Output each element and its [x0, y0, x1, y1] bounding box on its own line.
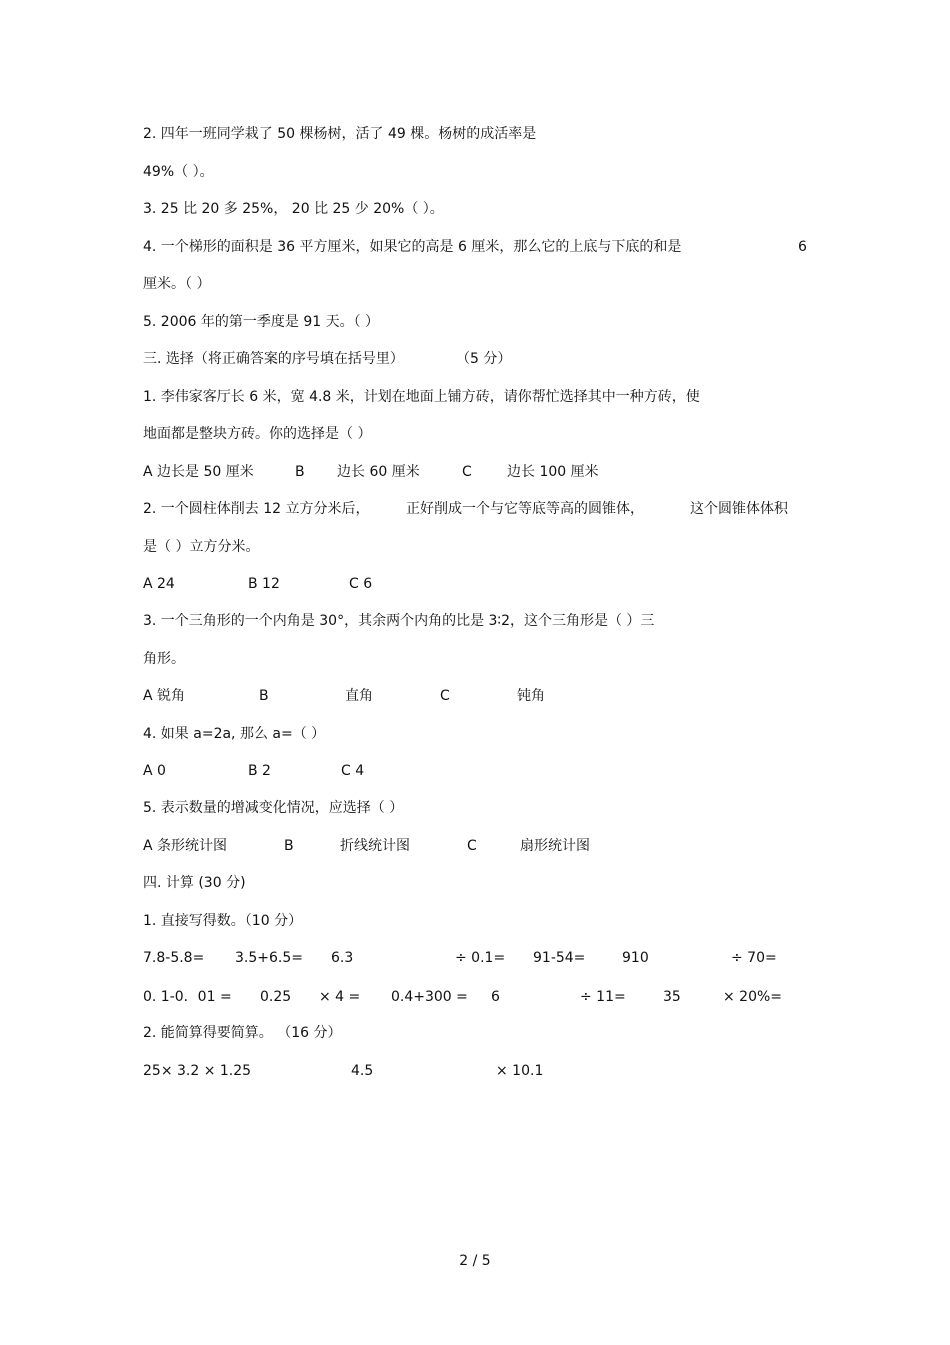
option-a: A 条形统计图	[143, 838, 228, 854]
option-c: C 4	[341, 763, 365, 779]
calc-item: 0. 1-0．01 =	[143, 989, 232, 1005]
option-c: C 6	[349, 576, 373, 592]
calc-item: 6	[491, 989, 500, 1005]
calc-item: × 4 =	[319, 989, 361, 1005]
calc-item: ÷ 11=	[580, 989, 626, 1005]
option-a: A 0	[143, 763, 166, 779]
option-c-letter: C	[440, 688, 450, 704]
subsection-title: 1. 直接写得数。（10 分）	[143, 913, 303, 929]
choice-q3-cont	[0, 648, 950, 670]
option-b: B 2	[248, 763, 271, 779]
judge-q5	[0, 311, 950, 333]
calc-item: ÷ 0.1=	[455, 950, 506, 966]
choice-q1-text: 1. 李伟家客厅长 6 米，宽 4.8 米，计划在地面上铺方砖，请你帮忙选择其中一种方砖，使	[143, 389, 700, 405]
choice-q5-options	[0, 835, 950, 857]
option-b: B 12	[248, 576, 280, 592]
judge-q3-text: 3. 25 比 20 多 25%， 20 比 25 少 20%（ ）。	[143, 201, 444, 217]
calc-item: 35	[663, 989, 681, 1005]
calc-row-2	[0, 986, 950, 1008]
choice-q4-options	[0, 760, 950, 782]
calc-row-1	[0, 947, 950, 969]
choice-q2-text-part2: 正好削成一个与它等底等高的圆锥体，	[406, 501, 644, 517]
choice-q2-cont	[0, 536, 950, 558]
option-b: 边长 60 厘米	[337, 464, 420, 480]
calc-item: × 20%=	[723, 989, 783, 1005]
choice-q1	[0, 386, 950, 408]
choice-q2	[0, 498, 950, 520]
choice-q3-options	[0, 685, 950, 707]
choice-q3-text: 3. 一个三角形的一个内角是 30°，其余两个内角的比是 3∶2，这个三角形是（ ）三	[143, 613, 655, 629]
judge-q2-cont	[0, 161, 950, 183]
option-a: A 边长是 50 厘米	[143, 464, 254, 480]
option-a: A 锐角	[143, 688, 186, 704]
option-b-letter: B	[295, 464, 305, 480]
calc-s1-title	[0, 910, 950, 932]
choice-q3-text-cont: 角形。	[143, 651, 185, 667]
judge-q2-answer-blank: 49%（ ）。	[143, 164, 214, 180]
option-b-letter: B	[259, 688, 269, 704]
calc-item: 7.8-5.8=	[143, 950, 205, 966]
judge-q3	[0, 198, 950, 220]
subsection-title: 2. 能简算得要简算。 （16 分）	[143, 1025, 342, 1041]
option-c-letter: C	[462, 464, 472, 480]
option-b: 折线统计图	[340, 838, 410, 854]
option-c: 钝角	[517, 688, 545, 704]
option-c: 扇形统计图	[520, 838, 590, 854]
judge-q4-text: 4. 一个梯形的面积是 36 平方厘米，如果它的高是 6 厘米，那么它的上底与下底的和是	[143, 239, 682, 255]
choice-q5	[0, 797, 950, 819]
calc-item: 910	[622, 950, 649, 966]
calc-item: × 10.1	[496, 1063, 544, 1079]
option-a: A 24	[143, 576, 175, 592]
choice-q2-text-part1: 2. 一个圆柱体削去 12 立方分米后，	[143, 501, 370, 517]
judge-q4	[0, 236, 950, 258]
choice-q1-cont	[0, 423, 950, 445]
choice-q5-text: 5. 表示数量的增减变化情况，应选择（ ）	[143, 800, 404, 816]
calc-s2-row	[0, 1060, 950, 1082]
calc-s2-title	[0, 1022, 950, 1044]
choice-q1-answer-blank: 地面都是整块方砖。你的选择是（ ）	[143, 426, 372, 442]
option-b-letter: B	[284, 838, 294, 854]
choice-q2-answer-blank: 是（ ）立方分米。	[143, 539, 260, 555]
calc-item: 0.4+300 =	[391, 989, 468, 1005]
option-b: 直角	[345, 688, 373, 704]
calc-item: 3.5+6.5=	[235, 950, 303, 966]
judge-q4-cont	[0, 273, 950, 295]
calc-item: 4.5	[351, 1063, 374, 1079]
section-choice-heading	[0, 348, 950, 370]
judge-q2-text: 2. 四年一班同学栽了 50 棵杨树，活了 49 棵。杨树的成活率是	[143, 126, 537, 142]
calc-item: 25× 3.2 × 1.25	[143, 1063, 252, 1079]
judge-q4-answer-blank: 厘米。（ ）	[143, 276, 211, 292]
choice-q4	[0, 723, 950, 745]
calc-item: 6.3	[331, 950, 354, 966]
choice-q4-text: 4. 如果 a=2a, 那么 a=（ ）	[143, 726, 326, 742]
calc-item: 0.25	[260, 989, 292, 1005]
choice-q3	[0, 610, 950, 632]
section-title: 三. 选择（将正确答案的序号填在括号里）	[143, 351, 404, 367]
section-points: （5 分）	[456, 351, 512, 367]
page-number: 2 / 5	[459, 1253, 491, 1269]
judge-q5-text: 5. 2006 年的第一季度是 91 天。（ ）	[143, 314, 380, 330]
choice-q2-text-part3: 这个圆锥体体积	[690, 501, 788, 517]
choice-q1-options	[0, 461, 950, 483]
option-c: 边长 100 厘米	[507, 464, 599, 480]
option-c-letter: C	[467, 838, 477, 854]
calc-item: 91-54=	[533, 950, 586, 966]
calc-item: ÷ 70=	[731, 950, 777, 966]
section-calc-heading	[0, 872, 950, 894]
judge-q4-value: 6	[798, 239, 807, 255]
choice-q2-options	[0, 573, 950, 595]
judge-q2	[0, 123, 950, 145]
section-title: 四. 计算 (30 分)	[143, 875, 246, 891]
